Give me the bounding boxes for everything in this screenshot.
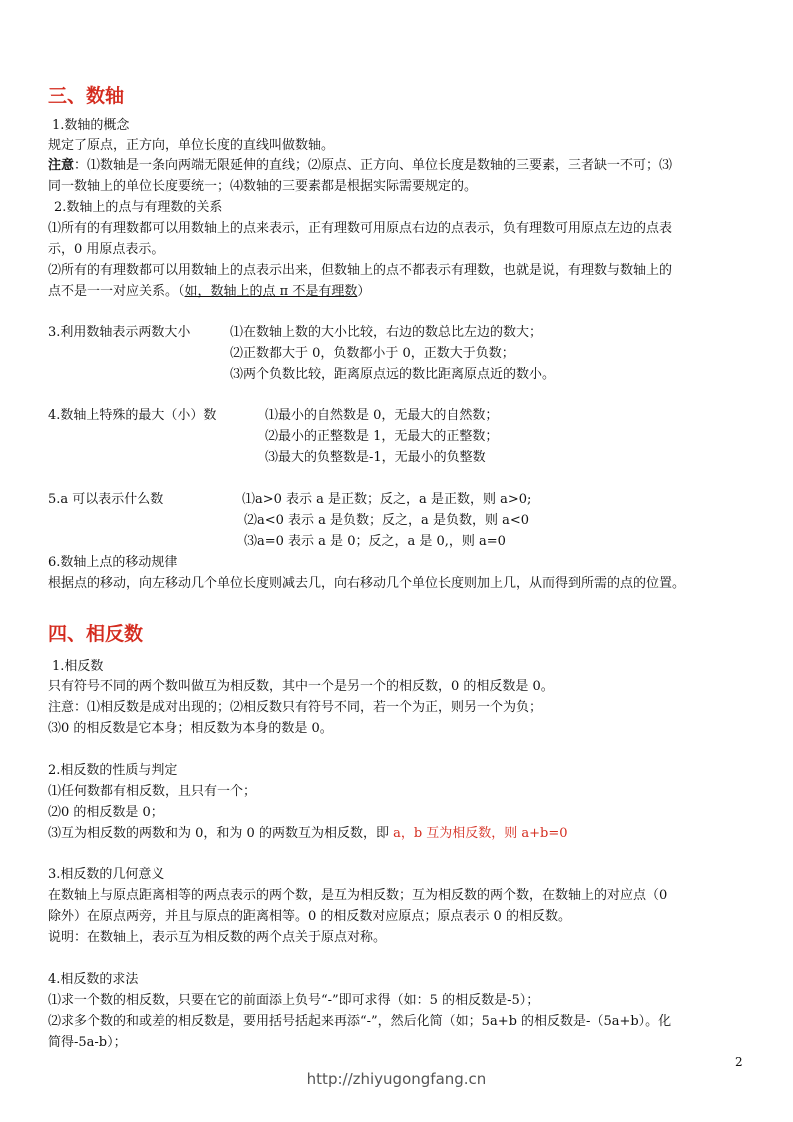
s3-2-line1: ⑴所有的有理数都可以用数轴上的点来表示，正有理数可用原点右边的点表示，负有理数可用原点左边的点表: [48, 221, 673, 236]
s4-3-line1: 在数轴上与原点距离相等的两点表示的两个数，是互为相反数；互为相反数的两个数，在数轴上的对应点（0: [48, 888, 668, 903]
page-number: 2: [735, 1055, 743, 1069]
s4-2-title: 2.相反数的性质与判定: [48, 763, 178, 778]
s3-2-line4-close: ）: [357, 284, 371, 299]
s4-4-line3: 简得-5a-b）；: [48, 1035, 127, 1050]
s4-1-line1: 只有符号不同的两个数叫做互为相反数，其中一个是另一个的相反数，0 的相反数是 0。: [48, 679, 554, 694]
s4-4-line1: ⑴求一个数的相反数，只要在它的前面添上负号“-”即可求得（如：5 的相反数是-5）；: [48, 993, 540, 1008]
s3-4-item-2: ⑵最小的正整数是 1，无最大的正整数；: [265, 429, 499, 444]
s3-2-line3: ⑵所有的有理数都可以用数轴上的点表示出来，但数轴上的点不都表示有理数，也就是说，有理数与数轴上的: [48, 263, 673, 278]
s3-3-item-2: ⑵正数都大于 0，负数都小于 0，正数大于负数；: [230, 346, 515, 361]
s3-1-note-line2: 同一数轴上的单位长度要统一；⑷数轴的三要素都是根据实际需要规定的。: [48, 179, 478, 194]
s4-2-highlight: a，b 互为相反数，则 a+b=0: [393, 826, 568, 841]
s3-3-title: 3.利用数轴表示两数大小: [48, 325, 191, 340]
s3-3-item-1: ⑴在数轴上数的大小比较，右边的数总比左边的数大；: [230, 325, 543, 340]
section-4-heading: 四、相反数: [48, 623, 144, 645]
s3-2-title: 2.数轴上的点与有理数的关系: [54, 200, 223, 215]
s3-2-line2: 示，0 用原点表示。: [48, 242, 165, 257]
footer-url: http://zhiyugongfang.cn: [306, 1070, 487, 1088]
s4-2-line3: [48, 824, 568, 844]
s3-5-title: 5.a 可以表示什么数: [48, 492, 164, 507]
s3-6-title: 6.数轴上点的移动规律: [48, 555, 178, 570]
s4-2-line1: ⑴任何数都有相反数，且只有一个；: [48, 784, 257, 799]
section-3-heading: 三、数轴: [48, 85, 125, 107]
note-text: ：⑴数轴是一条向两端无限延伸的直线；⑵原点、正方向、单位长度是数轴的三要素，三者缺一不可；⑶: [74, 158, 673, 173]
note-label: 注意: [48, 158, 75, 173]
s3-4-item-1: ⑴最小的自然数是 0，无最大的自然数；: [265, 408, 499, 423]
s4-4-title: 4.相反数的求法: [48, 972, 139, 987]
s4-1-line2: 注意：⑴相反数是成对出现的；⑵相反数只有符号不同，若一个为正，则另一个为负；: [48, 700, 543, 715]
s3-2-line4: [48, 282, 370, 302]
s4-1-line3: ⑶0 的相反数是它本身；相反数为本身的数是 0。: [48, 721, 333, 736]
s4-2-line2: ⑵0 的相反数是 0；: [48, 805, 164, 820]
s3-4-title: 4.数轴上特殊的最大（小）数: [48, 408, 217, 423]
s4-3-line2: 除外）在原点两旁，并且与原点的距离相等。0 的相反数对应原点；原点表示 0 的相反数。: [48, 909, 571, 924]
s4-4-line2: ⑵求多个数的和或差的相反数是，要用括号括起来再添“-”，然后化简（如；5a+b 的相反数是-（5a+b）。化: [48, 1014, 672, 1029]
s3-2-line4-text: 点不是一一对应关系。（: [48, 284, 185, 299]
s4-1-title: 1.相反数: [52, 659, 104, 674]
s4-3-title: 3.相反数的几何意义: [48, 867, 165, 882]
s3-1-title: 1.数轴的概念: [52, 118, 130, 133]
s3-5-item-2: ⑵a<0 表示 a 是负数；反之，a 是负数，则 a<0: [244, 513, 529, 528]
s3-6-text: 根据点的移动，向左移动几个单位长度则减去几，向右移动几个单位长度则加上几，从而得到所需的点的位置。: [48, 576, 686, 591]
s3-1-note-line1: [48, 156, 672, 176]
s3-1-definition: 规定了原点，正方向，单位长度的直线叫做数轴。: [48, 138, 335, 153]
s3-5-item-1: ⑴a>0 表示 a 是正数；反之，a 是正数，则 a>0;: [242, 492, 532, 507]
s3-3-item-3: ⑶两个负数比较，距离原点远的数比距离原点近的数小。: [230, 367, 556, 382]
s3-5-item-3: ⑶a=0 表示 a 是 0；反之，a 是 0,，则 a=0: [244, 534, 506, 549]
s4-3-line3: 说明：在数轴上，表示互为相反数的两个点关于原点对称。: [48, 930, 387, 945]
s3-2-example-underlined: 如，数轴上的点 π 不是有理数: [184, 284, 358, 299]
s3-4-item-3: ⑶最大的负整数是-1，无最小的负整数: [265, 450, 486, 465]
s4-2-line3-text: ⑶互为相反数的两数和为 0，和为 0 的两数互为相反数，即: [48, 826, 394, 841]
